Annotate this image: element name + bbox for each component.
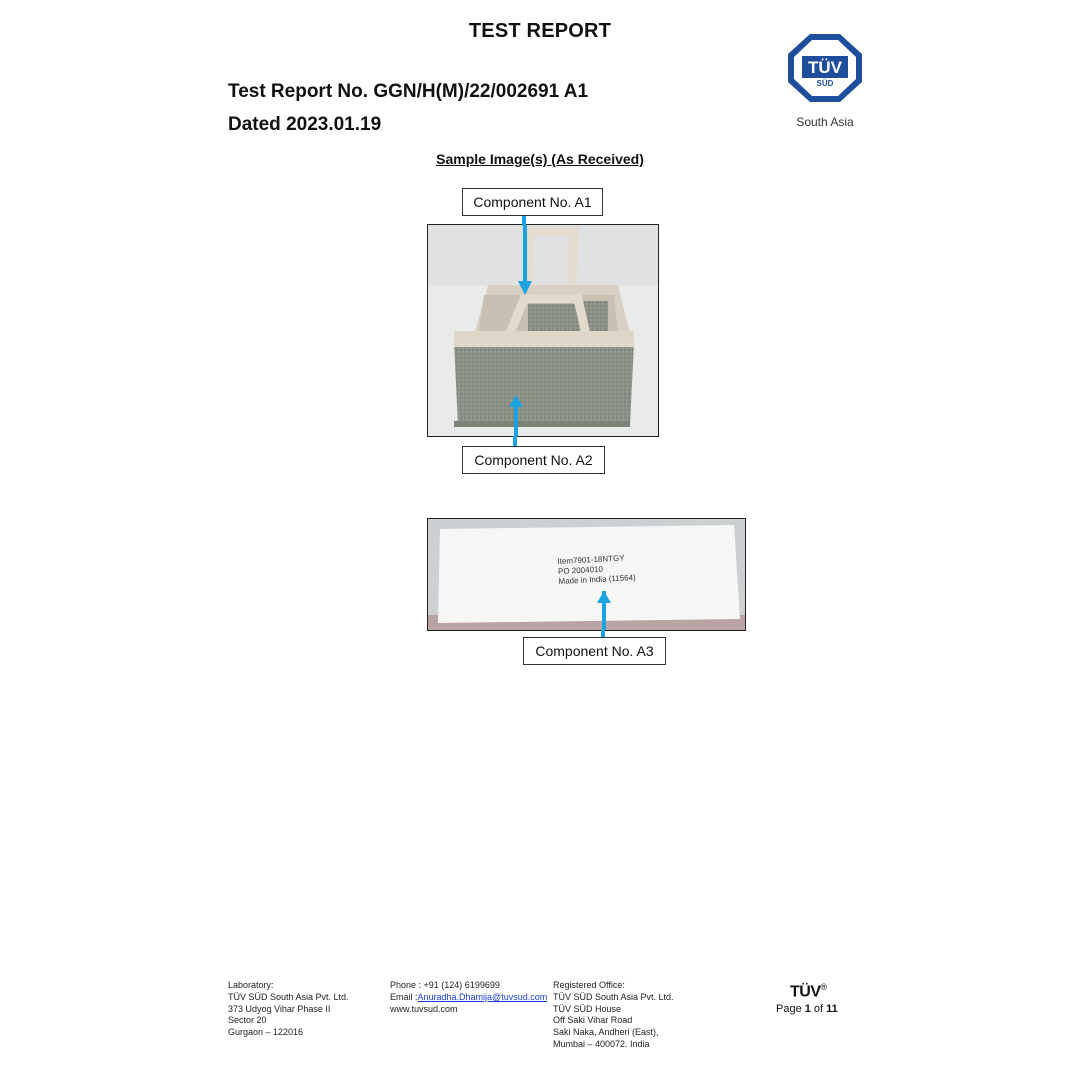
- registered-mark: ®: [820, 982, 827, 992]
- label-sample-photo: [427, 518, 746, 631]
- bag-image: [428, 225, 659, 437]
- component-a3-label: Component No. A3: [523, 637, 666, 665]
- footer-registered-office: [553, 980, 674, 1051]
- logo-sub-text: SÜD: [816, 79, 834, 88]
- section-title: [0, 151, 1080, 167]
- footer-website: www.tuvsud.com: [390, 1003, 458, 1014]
- footer-lab-line: Gurgaon – 122016: [228, 1027, 304, 1038]
- footer-lab-line: 373 Udyog Vihar Phase II: [228, 1003, 331, 1014]
- page-current: 1: [804, 1003, 811, 1015]
- footer-lab-line: Laboratory:: [228, 980, 274, 990]
- footer-email-label: Email :: [390, 991, 418, 1002]
- component-a2-label: Component No. A2: [462, 446, 605, 474]
- document-title: TEST REPORT: [468, 20, 612, 42]
- footer-office-line: TÜV SÜD South Asia Pvt. Ltd.: [553, 991, 674, 1002]
- label-item-line: Item7901-18NTGY: [557, 553, 625, 567]
- footer-office-line: Mumbai – 400072. India: [553, 1038, 650, 1049]
- footer-office-line: Saki Naka, Andheri (East),: [553, 1027, 659, 1038]
- footer-office-line: Off Saki Vihar Road: [553, 1015, 633, 1026]
- bag-sample-photo: [427, 224, 659, 437]
- footer-contact: [390, 980, 547, 1015]
- page-number: [776, 1003, 838, 1015]
- footer-office-line: Registered Office:: [553, 980, 625, 990]
- footer-office-line: TÜV SÜD House: [553, 1003, 622, 1014]
- tuv-sud-octagon-icon: [784, 32, 866, 104]
- footer-laboratory: [228, 980, 349, 1039]
- label-origin-line: Made in India (11564): [558, 572, 636, 587]
- tuv-logo: [784, 32, 866, 129]
- arrow-a1: [522, 216, 526, 226]
- footer-brand-text: TÜV: [790, 983, 821, 1001]
- footer-lab-line: TÜV SÜD South Asia Pvt. Ltd.: [228, 991, 349, 1002]
- footer-email-row: [390, 992, 547, 1004]
- section-title-text: Sample Image(s) (As Received): [436, 151, 644, 167]
- page-mid: of: [810, 1003, 827, 1015]
- report-date: Dated 2023.01.19: [228, 114, 382, 135]
- label-text-block: [557, 553, 636, 587]
- page-total: 11: [826, 1003, 838, 1015]
- footer-lab-line: Sector 20: [228, 1015, 267, 1026]
- logo-brand-text: TÜV: [808, 58, 842, 77]
- label-po-line: PO 2004010: [557, 564, 604, 577]
- footer-brand: [790, 982, 827, 1001]
- footer-email-link[interactable]: Anuradha.Dhamija@tuvsud.com: [417, 991, 548, 1002]
- component-a1-label: Component No. A1: [462, 188, 603, 216]
- arrow-a2: [513, 436, 517, 446]
- footer-phone: Phone : +91 (124) 6199699: [390, 980, 500, 990]
- logo-region: South Asia: [796, 115, 854, 129]
- page-prefix: Page: [776, 1003, 805, 1015]
- report-number: Test Report No. GGN/H(M)/22/002691 A1: [228, 81, 589, 102]
